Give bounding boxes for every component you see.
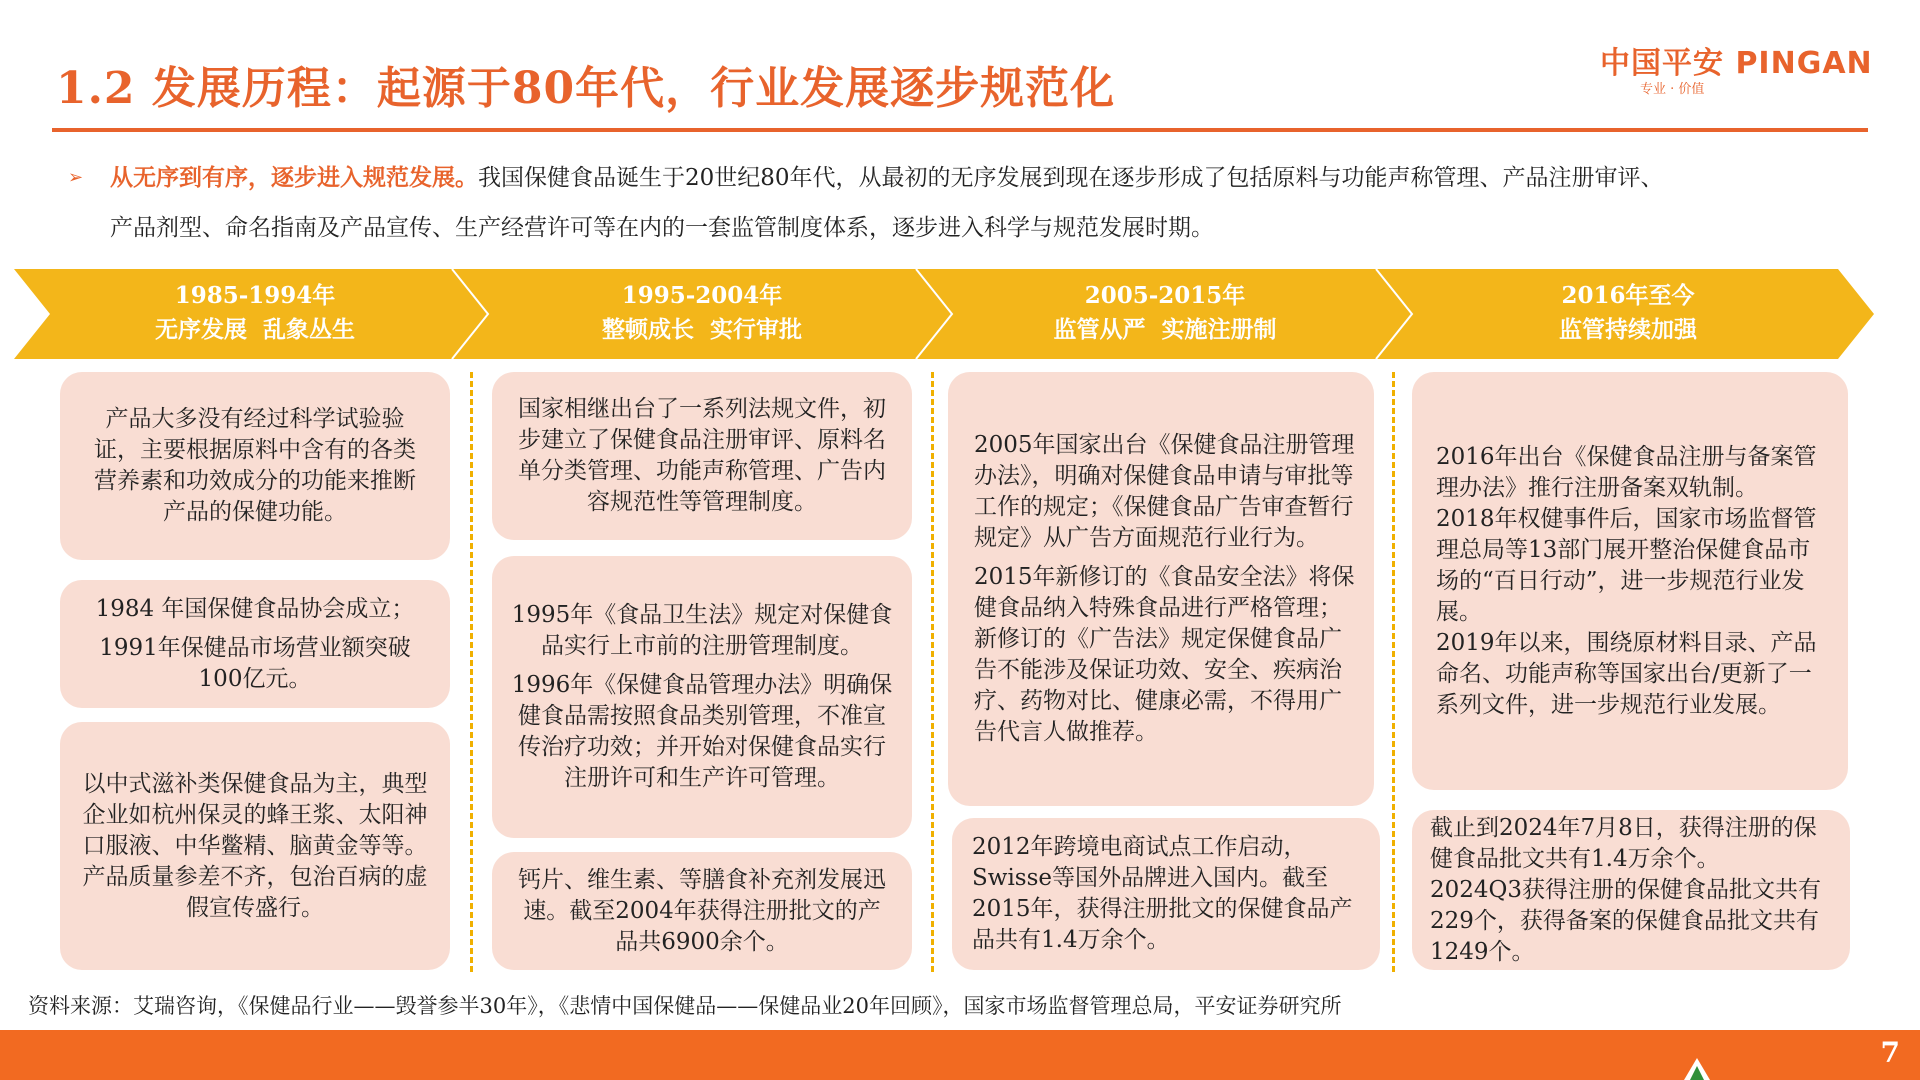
phase-3-label [995, 279, 1335, 347]
intro-line-1 [110, 153, 1664, 203]
phase-4-label [1458, 279, 1798, 347]
logo-text: 中国平安 PINGAN [1600, 46, 1873, 81]
card-text: 以中式滋补类保健食品为主，典型企业如杭州保灵的蜂王浆、太阳神口服液、中华鳖精、脑黄金等等。产品质量参差不齐，包治百病的虚假宣传盛行。 [82, 770, 428, 921]
card-text: 1996年《保健食品管理办法》明确保健食品需按照食品类别管理，不准宣传治疗功效；并开始对保健食品实行注册许可和生产许可管理。 [511, 672, 893, 791]
intro-emphasis: 从无序到有序，逐步进入规范发展。 [110, 164, 478, 191]
phase-period: 1985-1994年 [174, 282, 336, 309]
card-text: 2024Q3获得注册的保健食品批文共有229个，获得备案的保健食品批文共有1249个。 [1430, 876, 1822, 965]
phase-4-card-2 [1412, 810, 1850, 970]
card-text: 产品大多没有经过科学试验验证，主要根据原料中含有的各类营养素和功效成分的功能来推断产品的保健功能。 [94, 406, 416, 525]
phase-period: 2005-2015年 [1084, 282, 1246, 309]
phase-2-label [532, 279, 872, 347]
phase-4-card-1 [1412, 372, 1848, 790]
phase-1-card-3 [60, 722, 450, 970]
card-text: 截止到2024年7月8日，获得注册的保健食品批文共有1.4万余个。 [1430, 814, 1817, 872]
source-note: 资料来源：艾瑞咨询，《保健品行业——毁誉参半30年》，《悲情中国保健品——保健品业20年回顾》，国家市场监督管理总局，平安证券研究所 [28, 994, 1342, 1018]
card-text: 2012年跨境电商试点工作启动，Swisse等国外品牌进入国内。截至2015年，获得注册批文的保健食品产品共有1.4万余个。 [972, 834, 1353, 953]
column-separator [470, 372, 473, 972]
phase-theme: 整顿成长 实行审批 [601, 316, 802, 343]
card-text: 钙片、维生素、等膳食补充剂发展迅速。截至2004年获得注册批文的产品共6900余个。 [518, 866, 886, 955]
phase-theme: 无序发展 乱象丛生 [154, 316, 355, 343]
phase-1-label [85, 279, 425, 347]
phase-3-card-2 [952, 818, 1380, 970]
phase-2-card-2 [492, 556, 912, 838]
phase-2-card-3 [492, 852, 912, 970]
column-separator [931, 372, 934, 972]
phase-theme: 监管从严 实施注册制 [1053, 316, 1277, 343]
pingan-logo [1600, 38, 1900, 98]
column-separator [1392, 372, 1395, 972]
card-text: 2005年国家出台《保健食品注册管理办法》，明确对保健食品申请与审批等工作的规定；《保健食品广告审查暂行规定》从广告方面规范行业行为。 [974, 432, 1355, 551]
phase-3-card-1 [948, 372, 1374, 806]
page-number: 7 [1880, 1036, 1900, 1069]
intro-line-1-text: 我国保健食品诞生于20世纪80年代，从最初的无序发展到现在逐步形成了包括原料与功能声称管理、产品注册审评、 [478, 165, 1664, 191]
intro-line-2: 产品剂型、命名指南及产品宣传、生产经营许可等在内的一套监管制度体系，逐步进入科学与规范发展时期。 [110, 215, 1214, 241]
phase-1-card-2 [60, 580, 450, 708]
phase-period: 2016年至今 [1561, 282, 1695, 309]
phase-2-card-1 [492, 372, 912, 540]
card-text: 1991年保健品市场营业额突破100亿元。 [99, 634, 411, 692]
logo-slogan: 专业 · 价值 [1640, 82, 1705, 97]
card-text: 1984 年国保健食品协会成立； [95, 595, 415, 622]
card-text: 2019年以来，围绕原材料目录、产品命名、功能声称等国家出台/更新了一系列文件，进一步规范行业发展。 [1436, 629, 1817, 718]
card-text: 2015年新修订的《食品安全法》将保健食品纳入特殊食品进行严格管理；新修订的《广告法》规定保健食品广告不能涉及保证功效、安全、疾病治疗、药物对比、健康必需，不得用广告代言人做推荐。 [974, 564, 1355, 745]
footer-bar [0, 1030, 1920, 1080]
card-text: 2016年出台《保健食品注册与备案管理办法》推行注册备案双轨制。 [1436, 443, 1817, 501]
arrow-bullet-icon: ➢ [68, 167, 84, 188]
card-text: 2018年权健事件后，国家市场监督管理总局等13部门展开整治保健食品市场的“百日行动”，进一步规范行业发展。 [1436, 505, 1817, 625]
pingan-mark-icon [1682, 1056, 1712, 1080]
card-text: 1995年《食品卫生法》规定对保健食品实行上市前的注册管理制度。 [511, 602, 893, 659]
page-title: 1.2 发展历程：起源于80年代，行业发展逐步规范化 [56, 63, 1116, 114]
title-divider [52, 128, 1868, 132]
phase-1-card-1 [60, 372, 450, 560]
phase-theme: 监管持续加强 [1559, 316, 1697, 343]
card-text: 国家相继出台了一系列法规文件，初步建立了保健食品注册审评、原料名单分类管理、功能声称管理、广告内容规范性等管理制度。 [518, 396, 886, 515]
phase-period: 1995-2004年 [621, 282, 783, 309]
